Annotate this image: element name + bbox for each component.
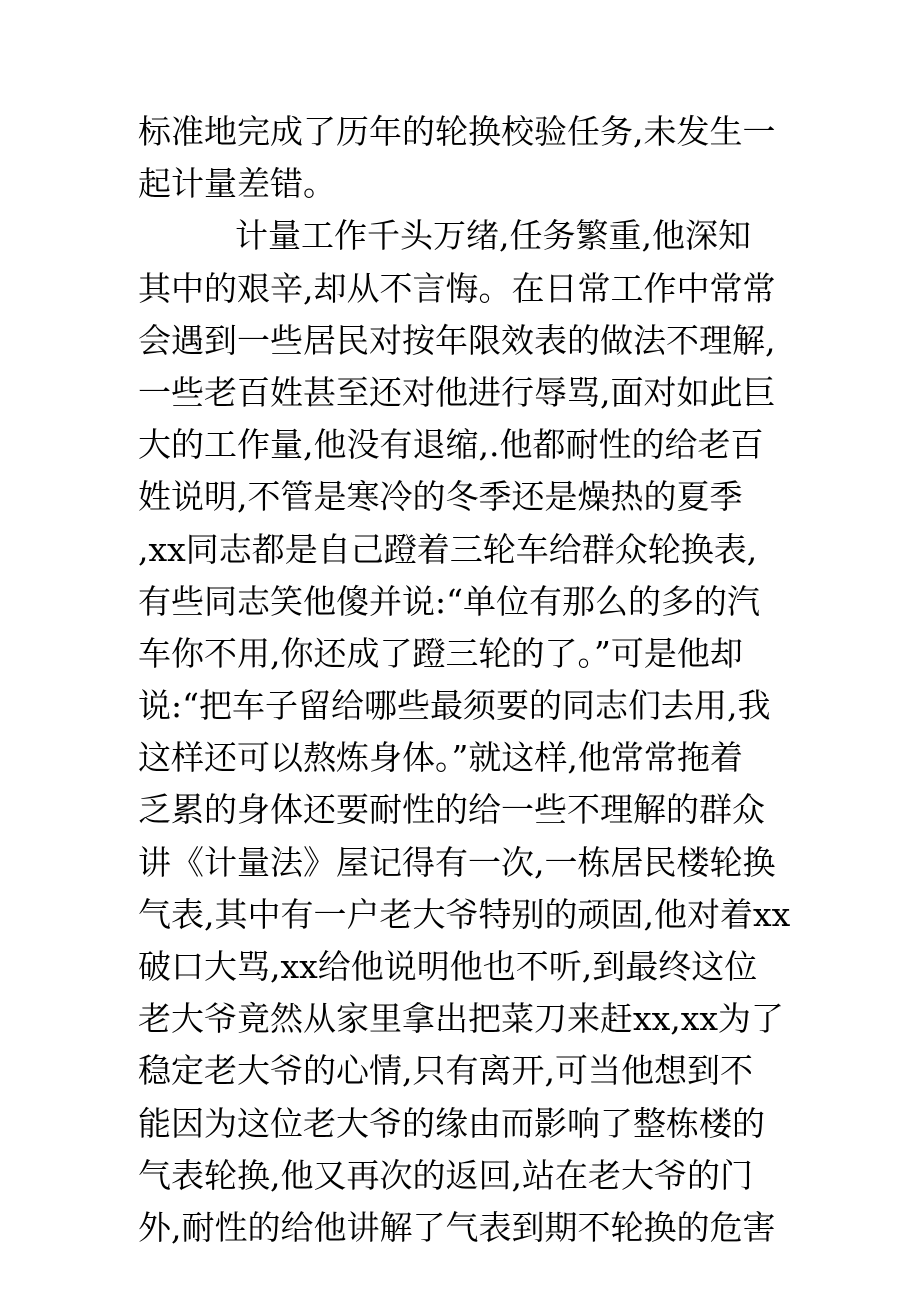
text-line-20: 能因为这位老大爷的缘由而影响了整栋楼的 (138, 1103, 765, 1143)
text-line-2: 起计量差错。 (138, 164, 336, 204)
text-line-21: 气表轮换,他又再次的返回,站在老大爷的门 (138, 1155, 753, 1195)
text-line-14: 乏累的身体还要耐性的给一些不理解的群众 (138, 790, 765, 830)
text-line-7: 大的工作量,他没有退缩,.他都耐性的给老百 (138, 425, 764, 465)
text-line-18: 老大爷竟然从家里拿出把菜刀来赶xx,xx为了 (138, 999, 784, 1039)
text-line-19: 稳定老大爷的心情,只有离开,可当他想到不 (138, 1051, 753, 1091)
text-line-5: 会遇到一些居民对按年限效表的做法不理解, (138, 320, 776, 360)
text-line-6: 一些老百姓甚至还对他进行辱骂,面对如此巨 (138, 372, 776, 412)
text-line-11: 车你不用,你还成了蹬三轮的了。”可是他却 (138, 633, 743, 673)
text-line-16: 气表,其中有一户老大爷特别的顽固,他对着xx (138, 894, 791, 934)
text-line-10: 有些同志笑他傻并说:“单位有那么的多的汽 (138, 581, 760, 621)
text-line-1: 标准地完成了历年的轮换校验任务,未发生一 (138, 112, 776, 151)
text-line-8: 姓说明,不管是寒冷的冬季还是燥热的夏季 (138, 477, 743, 517)
text-line-17: 破口大骂,xx给他说明他也不听,到最终这位 (138, 947, 758, 986)
text-line-12: 说:“把车子留给哪些最须要的同志们去用,我 (138, 686, 771, 726)
text-line-22: 外,耐性的给他讲解了气表到期不轮换的危害 (138, 1207, 776, 1247)
text-line-4: 其中的艰辛,却从不言悔。在日常工作中常常 (138, 268, 776, 308)
body-text (138, 106, 798, 1254)
text-line-3: 计量工作千头万绪,任务繁重,他深知 (235, 216, 751, 256)
text-line-9: ,xx同志都是自己蹬着三轮车给群众轮换表, (138, 529, 758, 569)
text-line-15: 讲《计量法》屋记得有一次,一栋居民楼轮换 (138, 842, 776, 882)
text-line-13: 这样还可以熬炼身体。”就这样,他常常拖着 (138, 738, 743, 778)
